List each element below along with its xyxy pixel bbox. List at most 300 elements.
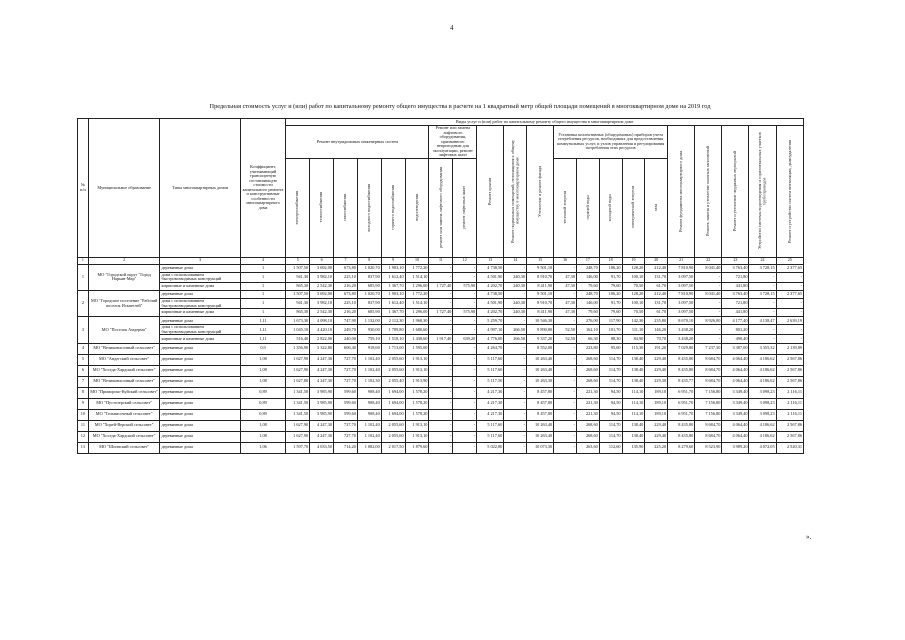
value-cell: 2 567,86 xyxy=(776,420,803,431)
value-cell: 6 951,70 xyxy=(668,387,695,398)
value-cell: 685,90 xyxy=(357,309,381,317)
value-cell: 6 951,70 xyxy=(668,409,695,420)
value-cell: - xyxy=(776,335,803,343)
value-cell: 229,40 xyxy=(645,420,668,431)
value-cell: 1 913,10 xyxy=(405,354,429,365)
value-cell: 2 055,40 xyxy=(381,376,405,387)
value-cell: 240,30 xyxy=(504,282,527,290)
value-cell: 1 627,80 xyxy=(286,376,310,387)
value-cell: 131,70 xyxy=(645,299,668,309)
value-cell: 2 377,65 xyxy=(776,264,803,272)
value-cell: 1 578,20 xyxy=(405,409,429,420)
value-cell: 276,00 xyxy=(576,317,599,325)
value-cell: 1 789,80 xyxy=(381,325,405,335)
value-cell: 191,20 xyxy=(645,343,668,354)
value-cell: - xyxy=(504,420,527,431)
value-cell: 1 673,30 xyxy=(286,317,310,325)
value-cell: - xyxy=(453,420,477,431)
value-cell: 2 055,60 xyxy=(381,431,405,442)
value-cell: - xyxy=(749,272,776,282)
column-index: 23 xyxy=(722,257,749,264)
header-col-22: Ремонт, замена и утепление оконных заполнений xyxy=(695,126,722,258)
value-cell: - xyxy=(453,290,477,298)
coefficient: 1,08 xyxy=(240,431,286,442)
table-row xyxy=(78,317,804,325)
value-cell: 1 968,30 xyxy=(405,317,429,325)
municipality-name: МО "Городское поселение "Рабочий поселок Искателей" xyxy=(88,290,160,316)
value-cell: 101,70 xyxy=(599,325,622,335)
value-cell: 8 910,70 xyxy=(527,272,554,282)
value-cell: 2 567,86 xyxy=(776,365,803,376)
value-cell: 114,70 xyxy=(599,354,622,365)
value-cell: 100,10 xyxy=(622,272,645,282)
value-cell: 52,50 xyxy=(554,325,577,335)
value-cell: 2 055,60 xyxy=(381,365,405,376)
value-cell: 6 951,70 xyxy=(668,398,695,409)
coefficient: 0,9 xyxy=(240,343,286,354)
column-index: 9 xyxy=(381,257,405,264)
column-index: 20 xyxy=(645,257,668,264)
value-cell: 235,80 xyxy=(645,317,668,325)
header-col-5: электроснабжения xyxy=(286,158,310,257)
value-cell: - xyxy=(554,264,577,272)
value-cell: 4 098,10 xyxy=(310,317,334,325)
value-cell: 4 186,62 xyxy=(749,365,776,376)
value-cell: 9 337,20 xyxy=(527,335,554,343)
value-cell: 3 349,40 xyxy=(722,398,749,409)
value-cell: 229,40 xyxy=(645,431,668,442)
table-row xyxy=(78,343,804,354)
value-cell: 221,30 xyxy=(576,398,599,409)
column-index: 1 xyxy=(78,257,89,264)
value-cell: - xyxy=(554,420,577,431)
header-col-24: Устройство системы водоотведения и горизонтальных участков трубопроводов xyxy=(749,126,776,258)
value-cell: 801,20 xyxy=(722,325,749,335)
value-cell: 266,50 xyxy=(504,325,527,335)
column-index: 6 xyxy=(310,257,334,264)
value-cell: - xyxy=(429,290,453,298)
value-cell: 5 117,60 xyxy=(477,431,504,442)
value-cell: - xyxy=(776,282,803,290)
value-cell: 1 102,40 xyxy=(357,420,381,431)
column-index: 7 xyxy=(334,257,358,264)
value-cell: - xyxy=(453,317,477,325)
value-cell: - xyxy=(429,317,453,325)
value-cell: - xyxy=(453,431,477,442)
value-cell: 1 082,00 xyxy=(357,442,381,453)
value-cell: 2 112,30 xyxy=(381,317,405,325)
value-cell: 714,20 xyxy=(334,442,358,453)
value-cell: 128,20 xyxy=(622,290,645,298)
value-cell: - xyxy=(453,409,477,420)
value-cell: 1 341,50 xyxy=(286,409,310,420)
value-cell: 66,30 xyxy=(576,335,599,343)
value-cell: 128,20 xyxy=(622,264,645,272)
value-cell: 865,30 xyxy=(286,282,310,290)
value-cell: 599,60 xyxy=(334,409,358,420)
value-cell: 8 435,80 xyxy=(668,354,695,365)
table-row xyxy=(78,442,804,453)
house-type: деревянные дома xyxy=(160,420,240,431)
column-index: 11 xyxy=(429,257,453,264)
value-cell: - xyxy=(453,387,477,398)
value-cell: 2 017,50 xyxy=(381,442,405,453)
header-col-14: Ремонт подвальных помещений, относящихся к общему имуществу в многоквартирном доме xyxy=(504,126,527,258)
municipality-name: МО "Великовисочный сельсовет" xyxy=(88,376,160,387)
coefficient: 1 xyxy=(240,264,286,272)
table-row xyxy=(78,272,804,282)
value-cell: 3 322,80 xyxy=(310,343,334,354)
value-cell: - xyxy=(504,343,527,354)
value-cell: 189,10 xyxy=(645,409,668,420)
table-row xyxy=(78,387,804,398)
municipality-name: МО "Великовисочный сельсовет" xyxy=(88,343,160,354)
value-cell: 3 349,40 xyxy=(722,387,749,398)
coefficient: 0,89 xyxy=(240,398,286,409)
value-cell: 4 033,50 xyxy=(310,442,334,453)
value-cell: 3 097,50 xyxy=(668,309,695,317)
value-cell: 1 713,00 xyxy=(381,343,405,354)
municipality-name: МО "Тельвисочный сельсовет" xyxy=(88,409,160,420)
value-cell: 1 913,10 xyxy=(405,420,429,431)
municipality-name: МО "Шоинский сельсовет" xyxy=(88,442,160,453)
value-cell: 8 926,00 xyxy=(695,317,722,325)
value-cell: 908,40 xyxy=(357,387,381,398)
table-row xyxy=(78,299,804,309)
value-cell: 727,70 xyxy=(334,365,358,376)
value-cell: 3 098,23 xyxy=(749,409,776,420)
value-cell: 1 514,10 xyxy=(405,272,429,282)
value-cell: 727,70 xyxy=(334,376,358,387)
value-cell: 747,90 xyxy=(334,317,358,325)
column-index: 16 xyxy=(554,257,577,264)
coefficient: 1 xyxy=(240,290,286,298)
value-cell: 61,70 xyxy=(645,309,668,317)
row-number: 11 xyxy=(78,420,89,431)
value-cell: 575,90 xyxy=(453,309,477,317)
value-cell: 727,70 xyxy=(334,354,358,365)
value-cell: - xyxy=(429,299,453,309)
coefficient: 1,11 xyxy=(240,317,286,325)
value-cell: 1 296,00 xyxy=(405,309,429,317)
value-cell: 9 501,10 xyxy=(527,264,554,272)
value-cell: 4 247,30 xyxy=(310,431,334,442)
value-cell: 3 728,15 xyxy=(749,290,776,298)
value-cell: 759,10 xyxy=(357,335,381,343)
value-cell: 5 117,60 xyxy=(477,365,504,376)
value-cell: 1 518,10 xyxy=(381,335,405,343)
value-cell: 10 263,40 xyxy=(527,365,554,376)
value-cell: 2 116,11 xyxy=(776,398,803,409)
value-cell: 112,60 xyxy=(599,442,622,453)
value-cell: 162,10 xyxy=(576,325,599,335)
value-cell: 268,60 xyxy=(576,354,599,365)
value-cell: 599,60 xyxy=(334,398,358,409)
municipality-name: МО "Пустозерский сельсовет" xyxy=(88,398,160,409)
value-cell: - xyxy=(554,431,577,442)
value-cell: 240,30 xyxy=(504,272,527,282)
value-cell: 3 355,32 xyxy=(749,343,776,354)
header-col-10: водоотведения xyxy=(405,158,429,257)
value-cell: 2 116,11 xyxy=(776,409,803,420)
value-cell: - xyxy=(554,343,577,354)
value-cell: - xyxy=(554,354,577,365)
value-cell: - xyxy=(429,365,453,376)
value-cell: 114,10 xyxy=(622,409,645,420)
value-cell: 1 772,20 xyxy=(405,290,429,298)
header-col-21: Ремонт фундамента многоквартирного дома xyxy=(668,126,695,258)
value-cell: 908,40 xyxy=(357,409,381,420)
value-cell: 4 217,30 xyxy=(477,387,504,398)
value-cell: 4 064,40 xyxy=(722,420,749,431)
value-cell: 223,80 xyxy=(576,343,599,354)
value-cell: 268,60 xyxy=(576,365,599,376)
value-cell: 138,40 xyxy=(622,365,645,376)
value-cell: 8 457,80 xyxy=(527,398,554,409)
value-cell: 7 237,30 xyxy=(695,343,722,354)
value-cell: - xyxy=(504,264,527,272)
value-cell: 4 064,40 xyxy=(722,354,749,365)
value-cell: 1 367,70 xyxy=(381,282,405,290)
value-cell: 1 514,10 xyxy=(405,299,429,309)
value-cell: - xyxy=(453,398,477,409)
coefficient: 1,08 xyxy=(240,376,286,387)
value-cell: - xyxy=(554,317,577,325)
value-cell: - xyxy=(504,387,527,398)
value-cell: 240,30 xyxy=(504,309,527,317)
value-cell: 10 073,30 xyxy=(527,442,554,453)
header-house-type: Типы многоквартирных домов xyxy=(160,119,240,258)
value-cell: 5 117,60 xyxy=(477,354,504,365)
header-num: № п/п xyxy=(78,119,89,258)
value-cell: - xyxy=(429,431,453,442)
value-cell: - xyxy=(554,290,577,298)
header-elevator-group: Ремонт или замена лифтового оборудования, признанного непригодным для эксплуатации, ремонт лифтовых шахт xyxy=(429,126,477,159)
value-cell: - xyxy=(504,442,527,453)
column-index: 8 xyxy=(357,257,381,264)
value-cell: 3 097,50 xyxy=(668,282,695,290)
value-cell: - xyxy=(453,264,477,272)
column-index: 19 xyxy=(622,257,645,264)
house-type: кирпичные и каменные дома xyxy=(160,309,240,317)
value-cell: 2 567,86 xyxy=(776,376,803,387)
value-cell: 3 692,00 xyxy=(310,290,334,298)
value-cell: 1 578,20 xyxy=(405,387,429,398)
value-cell: 1 597,70 xyxy=(286,442,310,453)
value-cell: 4 738,50 xyxy=(477,290,504,298)
table-row xyxy=(78,431,804,442)
value-cell: - xyxy=(429,420,453,431)
column-index: 12 xyxy=(453,257,477,264)
value-cell: 8 684,70 xyxy=(695,365,722,376)
value-cell: 100,10 xyxy=(622,299,645,309)
value-cell: 1 694,00 xyxy=(381,409,405,420)
value-cell: 441,80 xyxy=(722,282,749,290)
value-cell: 115,30 xyxy=(622,343,645,354)
value-cell: 70,70 xyxy=(645,335,668,343)
value-cell: - xyxy=(453,272,477,282)
value-cell: 4 247,30 xyxy=(310,365,334,376)
header-col-17: горячей воды xyxy=(576,158,599,257)
house-type: дома с использованием быстровозводимых конструкций xyxy=(160,272,240,282)
value-cell: 2 520,31 xyxy=(776,442,803,453)
value-cell: 229,40 xyxy=(645,365,668,376)
house-type: деревянные дома xyxy=(160,431,240,442)
value-cell: 84,90 xyxy=(622,335,645,343)
value-cell: 70,50 xyxy=(622,309,645,317)
value-cell: 146,20 xyxy=(645,325,668,335)
municipality-name: МО "Городской округ "Город Нарьян-Мар" xyxy=(88,264,160,290)
value-cell: 9 890,80 xyxy=(527,325,554,335)
column-index: 25 xyxy=(776,257,803,264)
value-cell: 3 989,20 xyxy=(722,442,749,453)
value-cell: 4 186,62 xyxy=(749,376,776,387)
row-number: 2 xyxy=(78,290,89,316)
value-cell: 3 763,40 xyxy=(722,290,749,298)
value-cell: 1 727,40 xyxy=(429,309,453,317)
value-cell: 8 435,80 xyxy=(668,420,695,431)
value-cell: 95,60 xyxy=(599,343,622,354)
price-table xyxy=(77,118,804,454)
value-cell: - xyxy=(453,442,477,453)
coefficient: 1,08 xyxy=(240,354,286,365)
value-cell: 1 020,70 xyxy=(357,290,381,298)
value-cell: 1 612,40 xyxy=(381,299,405,309)
value-cell: - xyxy=(695,325,722,335)
value-cell: 212,40 xyxy=(645,290,668,298)
value-cell: 3 985,90 xyxy=(310,409,334,420)
value-cell: 79,60 xyxy=(599,282,622,290)
value-cell: 189,10 xyxy=(645,398,668,409)
value-cell: 2 567,86 xyxy=(776,431,803,442)
value-cell: - xyxy=(749,299,776,309)
column-index: 14 xyxy=(504,257,527,264)
value-cell: 47,30 xyxy=(554,272,577,282)
column-index: 18 xyxy=(599,257,622,264)
house-type: деревянные дома xyxy=(160,442,240,453)
value-cell: 606,40 xyxy=(334,343,358,354)
value-cell: 79,60 xyxy=(576,309,599,317)
value-cell: 8 684,70 xyxy=(695,431,722,442)
value-cell: 268,60 xyxy=(576,376,599,387)
value-cell: 4 738,50 xyxy=(477,264,504,272)
municipality-name: МО "Андегский сельсовет" xyxy=(88,354,160,365)
value-cell: 114,10 xyxy=(622,398,645,409)
row-number: 8 xyxy=(78,387,89,398)
value-cell: - xyxy=(429,387,453,398)
municipality-name: МО "Хоседа-Хардский сельсовет" xyxy=(88,431,160,442)
value-cell: 135,90 xyxy=(622,442,645,453)
coefficient: 1 xyxy=(240,309,286,317)
value-cell: 1 507,50 xyxy=(286,290,310,298)
value-cell: 1 727,40 xyxy=(429,282,453,290)
value-cell: 3 098,23 xyxy=(749,398,776,409)
value-cell: - xyxy=(554,387,577,398)
value-cell: 2 055,60 xyxy=(381,420,405,431)
row-number: 5 xyxy=(78,354,89,365)
value-cell: 599,60 xyxy=(334,387,358,398)
value-cell: 4 501,90 xyxy=(477,272,504,282)
value-cell: 2 139,89 xyxy=(776,343,803,354)
value-cell: 106,20 xyxy=(599,290,622,298)
value-cell: 1 903,10 xyxy=(381,264,405,272)
table-row xyxy=(78,264,804,272)
value-cell: 5 022,80 xyxy=(477,442,504,453)
value-cell: 8 684,70 xyxy=(695,420,722,431)
column-index: 5 xyxy=(286,257,310,264)
value-cell: 47,30 xyxy=(554,309,577,317)
row-number: 12 xyxy=(78,431,89,442)
coefficient: 0,89 xyxy=(240,387,286,398)
value-cell: 1 045,10 xyxy=(286,325,310,335)
value-cell: 111,10 xyxy=(622,325,645,335)
value-cell: 225,20 xyxy=(645,442,668,453)
value-cell: 4 064,40 xyxy=(722,431,749,442)
row-number: 3 xyxy=(78,317,89,343)
value-cell: 10 263,40 xyxy=(527,420,554,431)
value-cell: 8 684,70 xyxy=(695,376,722,387)
value-cell: 1 341,50 xyxy=(286,387,310,398)
value-cell: - xyxy=(776,272,803,282)
header-col-19: электрической энергии xyxy=(622,158,645,257)
value-cell: 216,20 xyxy=(334,282,358,290)
value-cell: 106,20 xyxy=(599,264,622,272)
value-cell: 248,70 xyxy=(576,264,599,272)
value-cell: 91,70 xyxy=(599,299,622,309)
value-cell: - xyxy=(695,282,722,290)
value-cell: 1 438,60 xyxy=(405,335,429,343)
value-cell: 3 763,40 xyxy=(722,264,749,272)
value-cell: - xyxy=(776,309,803,317)
value-cell: - xyxy=(554,376,577,387)
value-cell: 10 263,40 xyxy=(527,354,554,365)
header-meters-group: Установка коллективных (общедомовых) приборов учета потребления ресурсов, необходимых для предоставления коммунальных услуг, и узлов управления и регулирования потребления этих ресурсов xyxy=(554,126,668,159)
value-cell: 4 420,10 xyxy=(310,325,334,335)
row-number: 9 xyxy=(78,398,89,409)
value-cell: - xyxy=(453,299,477,309)
value-cell: 4 247,30 xyxy=(310,354,334,365)
value-cell: - xyxy=(504,365,527,376)
value-cell: 516,40 xyxy=(286,335,310,343)
value-cell: 138,40 xyxy=(622,420,645,431)
value-cell: 4 501,90 xyxy=(477,299,504,309)
value-cell: 727,70 xyxy=(334,420,358,431)
header-coefficient: Коэффициент, учитывающий транспортную составляющую стоимости капитального ремонта и конструктивные особенности многоквартирного дома xyxy=(240,119,286,258)
value-cell: 673,80 xyxy=(334,264,358,272)
column-index: 22 xyxy=(695,257,722,264)
row-number: 6 xyxy=(78,365,89,376)
value-cell: - xyxy=(453,365,477,376)
value-cell: 8 552,00 xyxy=(527,343,554,354)
row-number: 1 xyxy=(78,264,89,290)
value-cell: 930,00 xyxy=(357,325,381,335)
value-cell: 114,70 xyxy=(599,431,622,442)
row-number: 10 xyxy=(78,409,89,420)
value-cell: 8 910,70 xyxy=(527,299,554,309)
value-cell: 1 627,90 xyxy=(286,365,310,376)
column-index: 21 xyxy=(668,257,695,264)
coefficient: 1 xyxy=(240,272,286,282)
value-cell: 88,30 xyxy=(599,335,622,343)
value-cell: - xyxy=(695,335,722,343)
value-cell: 7 810,90 xyxy=(668,264,695,272)
coefficient: 1,08 xyxy=(240,420,286,431)
value-cell: - xyxy=(554,365,577,376)
value-cell: 229,40 xyxy=(645,354,668,365)
value-cell: 266,50 xyxy=(504,335,527,343)
value-cell: 865,30 xyxy=(286,309,310,317)
value-cell: - xyxy=(554,442,577,453)
